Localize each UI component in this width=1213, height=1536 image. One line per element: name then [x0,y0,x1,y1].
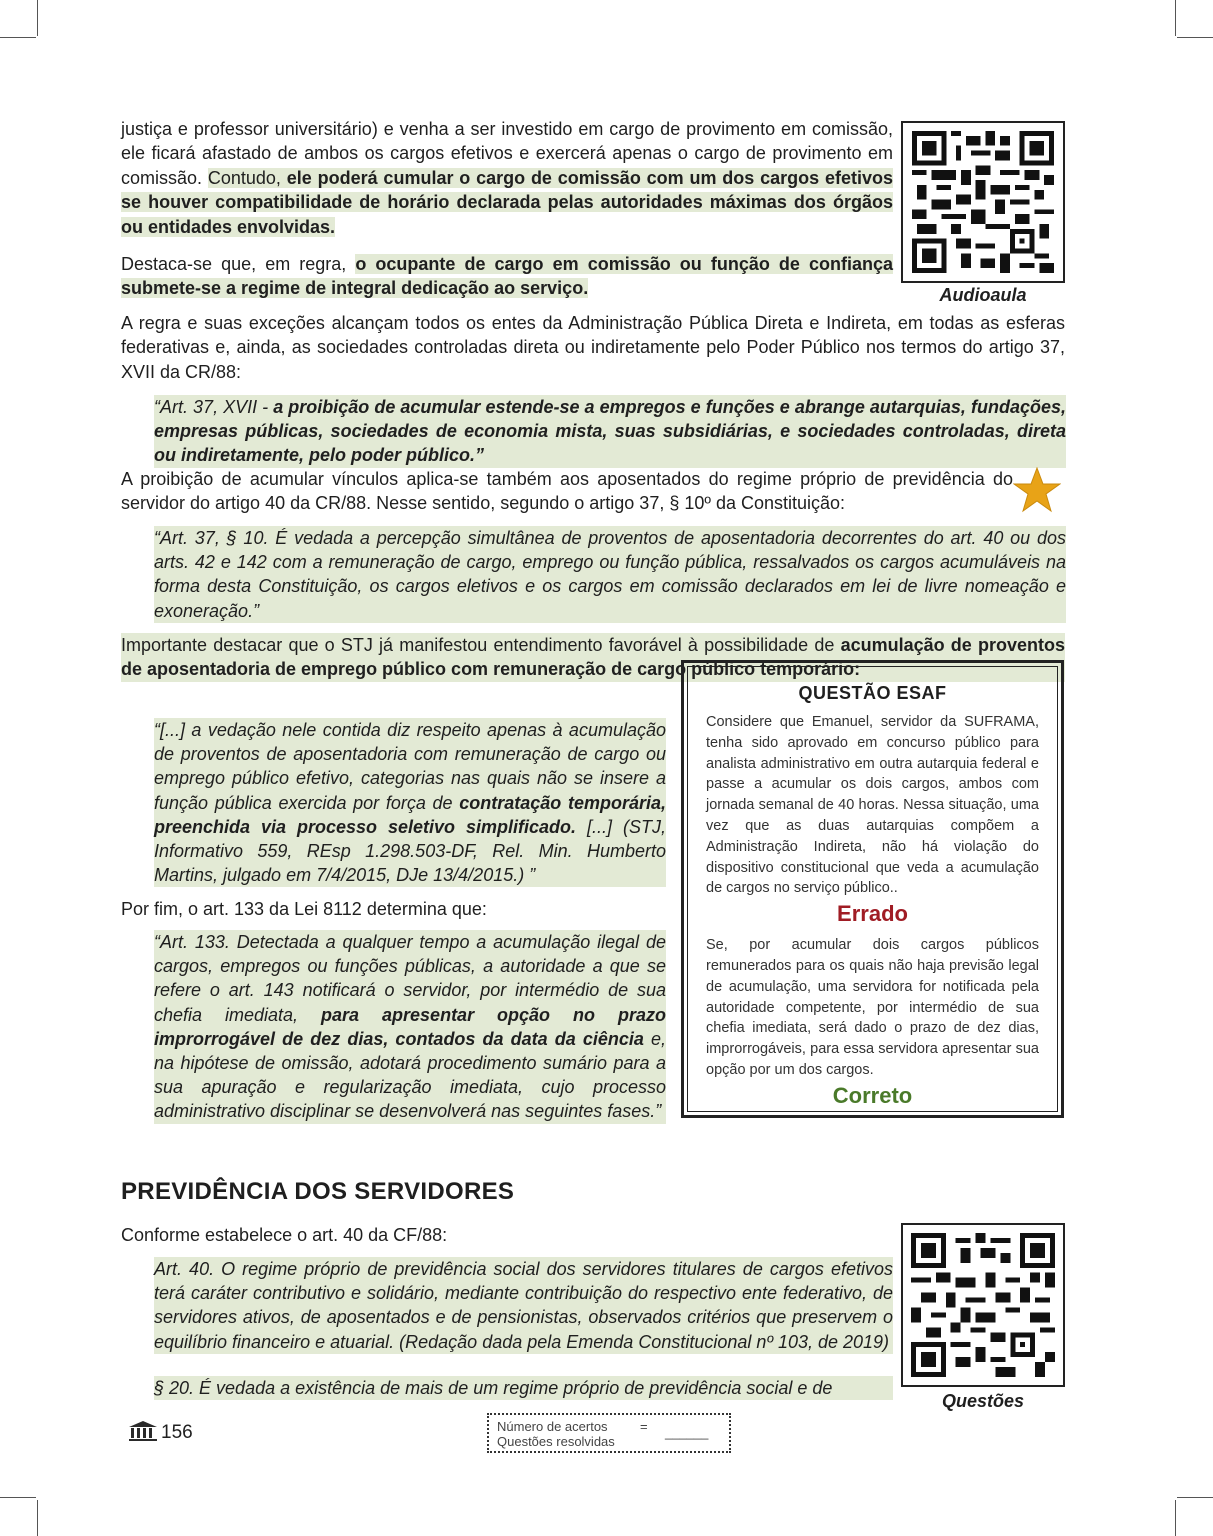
paragraph-aposentados: A proibição de acumular vínculos aplica-se também aos aposentados do regime próprio de previdência do servidor do artigo 40 da CR/88. Nesse sentido, segundo o artigo 37, § 10º da Constituição: [121,469,1013,514]
paragraph-acumulacao-comissao: justiça e professor universitário) e venha a ser investido em cargo de provimento em comissão, ele ficará afastado de ambos os cargos efetivos e exercerá apenas o cargo de provimento em comissão. Contudo, ele poderá cumular o cargo de comissão com um dos cargos efetivos se houver compatibilidade de horário declarada pelas autoridades máximas dos órgãos ou entidades envolvidas. [121,119,893,237]
quote-art37-par10: “Art. 37, § 10. É vedada a percepção simultânea de proventos de aposentadoria decorrentes do art. 40 ou dos arts. 42 e 142 com a remuneração de cargo, emprego ou função pública, ressalvados os cargos acumuláveis na forma desta Constituição, os cargos eletivos e os cargos em comissão declarados em lei de livre nomeação e exoneração.” [154,526,1066,623]
qr-code-icon [911,1233,1055,1377]
crop-mark [1175,1500,1176,1536]
questao-esaf-inner [687,666,1058,1112]
paragraph-stj-entendimento: Importante destacar que o STJ já manifestou entendimento favorável à possibilidade de acumulação de proventos de aposentadoria de emprego público com remuneração de cargo público temporário: [121,633,1065,682]
paragraph-dedicacao-integral: Destaca-se que, em regra, o ocupante de cargo em comissão ou função de confiança submete-se a regime de integral dedicação ao serviço. [121,254,893,299]
qr-code-questoes[interactable] [901,1223,1065,1387]
qr-caption-audioaula: Audioaula [939,285,1027,305]
quote-art133: “Art. 133. Detectada a qualquer tempo a acumulação ilegal de cargos, empregos ou funções públicas, a autoridade a que se refere o art. 143 notificará o servidor, por intermédio de sua chefia imediata, para apresentar opção no prazo improrrogável de dez dias, contados da data da ciência e, na hipótese de omissão, adotará procedimento sumário para a sua apuração e regularização imediata, cujo processo administrativo disciplinar se desenvolverá nas seguintes fases.” [154,930,666,1124]
questao-esaf-q2: Se, por acumular dois cargos públicos remunerados para os quais não haja previsão legal de acumulação, uma servidora for notificada pela autoridade competente, por intermédio de sua chefia imediata, será dado o prazo de dez dias, improrrogáveis, para essa servidora apresentar sua opção por um dos cargos. [706,937,1039,1078]
qr-code-audioaula[interactable] [901,121,1065,283]
crop-mark [1177,37,1213,38]
crop-mark [37,0,38,36]
crop-mark [0,37,36,38]
questao-esaf-q1: Considere que Emanuel, servidor da SUFRAMA, tenha sido aprovado em concurso público para analista administrativo em outra autarquia federal e passe a acumular os dois cargos, ambos com jornada semanal de 40 horas. Nessa situação, uma vez que as duas autarquias compõem a Administração Indireta, não há violação do dispositivo constitucional que veda a acumulação de cargos no serviço público.. [706,714,1039,897]
quote-art40: Art. 40. O regime próprio de previdência social dos servidores titulares de cargos efetivos terá caráter contributivo e solidário, mediante contribuição do respectivo ente federativo, de servidores ativos, de aposentados e de pensionistas, observados critérios que preservem o equilíbrio financeiro e atuarial. (Redação dada pela Emenda Constitucional nº 103, de 2019) [154,1257,893,1354]
crop-mark [1177,1497,1213,1498]
crop-mark [37,1500,38,1536]
paragraph-regra-excecoes: A regra e suas exceções alcançam todos os entes da Administração Pública Direta e Indireta, em todas as esferas federativas e, ainda, as sociedades controladas direta ou indiretamente pelo Poder Público nos termos do artigo 37, XVII da CR/88: [121,313,1065,382]
quote-stj-informativo: “[...] a vedação nele contida diz respeito apenas à acumulação de proventos de aposentadoria com remuneração de cargo ou emprego público efetivo, categorias nas quais não se insere a função pública exercida por força de contratação temporária, preenchida via processo seletivo simplificado. [...] (STJ, Informativo 559, REsp 1.298.503-DF, Rel. Min. Humberto Martins, julgado em 7/4/2015, DJe 13/4/2015.) ” [154,718,666,887]
score-label-acertos: Número de acertos [497,1419,608,1434]
crop-mark [1175,0,1176,36]
score-label-questoes: Questões resolvidas [497,1434,615,1449]
page-number: 156 [161,1422,193,1443]
paragraph-art40-intro: Conforme estabelece o art. 40 da CF/88: [121,1225,448,1245]
questao-esaf-box [681,660,1064,1118]
answer-errado: Errado [837,901,908,927]
score-box [487,1413,731,1453]
paragraph-lei-8112: Por fim, o art. 133 da Lei 8112 determina que: [121,899,487,919]
columns-logo-icon [128,1420,158,1442]
qr-caption-questoes: Questões [941,1391,1025,1411]
score-equals: = [640,1419,648,1434]
quote-art40-par20: § 20. É vedada a existência de mais de um regime próprio de previdência social e de [154,1376,893,1400]
questao-esaf-title: QUESTÃO ESAF [798,683,947,703]
crop-mark [0,1497,36,1498]
section-title: PREVIDÊNCIA DOS SERVIDORES [121,1178,515,1205]
quote-art37-xvii: “Art. 37, XVII - a proibição de acumular estende-se a empregos e funções e abrange autarquias, fundações, empresas públicas, sociedades de economia mista, suas subsidiárias, e sociedades controladas, direta ou indiretamente, pelo poder público.” [154,395,1066,468]
qr-code-icon [911,131,1055,273]
star-icon [1013,467,1061,513]
answer-correto: Correto [832,1082,913,1108]
score-blank: ______ [665,1425,709,1440]
score-line-1 [497,1419,721,1440]
